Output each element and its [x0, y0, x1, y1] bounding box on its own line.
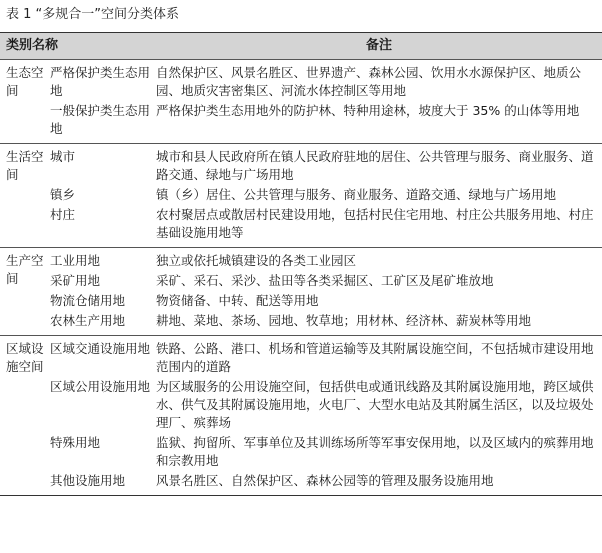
subcategory: 镇乡	[50, 187, 76, 202]
table-row	[0, 144, 602, 185]
table-row	[0, 290, 602, 310]
subcategory: 其他设施用地	[50, 470, 156, 496]
table-row	[0, 60, 602, 101]
subcategory: 工业用地	[50, 253, 101, 268]
group-name: 区域设施空间	[0, 336, 50, 496]
table-row	[0, 184, 602, 204]
group-name: 生活空间	[0, 144, 50, 248]
table-row	[0, 336, 602, 377]
table-row	[0, 376, 602, 432]
note: 农村聚居点或散居村民建设用地，包括村民住宅用地、村庄公共服务用地、村庄基础设施用地等	[156, 204, 602, 248]
table-header-row	[0, 33, 602, 60]
note: 镇（乡）居住、公共管理与服务、商业服务、道路交通、绿地与广场用地	[156, 187, 557, 202]
table-row	[0, 248, 602, 271]
note: 独立或依托城镇建设的各类工业园区	[156, 253, 357, 268]
table-row	[0, 204, 602, 248]
subcategory: 城市	[50, 149, 76, 164]
header-category: 类别名称	[0, 33, 156, 60]
subcategory: 特殊用地	[50, 435, 101, 450]
note: 耕地、菜地、茶场、园地、牧草地；用材林、经济林、薪炭林等用地	[156, 310, 602, 336]
subcategory: 区域交通设施用地	[50, 341, 151, 356]
group-name: 生态空间	[0, 60, 50, 144]
table-row	[0, 470, 602, 496]
table-caption: 表 1 “多规合一”空间分类体系	[6, 7, 180, 22]
table-row	[0, 432, 602, 470]
subcategory: 采矿用地	[50, 273, 101, 288]
note: 采矿、采石、采沙、盐田等各类采掘区、工矿区及尾矿堆放地	[156, 273, 494, 288]
note: 严格保护类生态用地外的防护林、特种用途林，坡度大于 35% 的山体等用地	[156, 100, 602, 144]
note: 铁路、公路、港口、机场和管道运输等及其附属设施空间，不包括城市建设用地范围内的道路	[156, 341, 594, 374]
note: 城市和县人民政府所在镇人民政府驻地的居住、公共管理与服务、商业服务、道路交通、绿地与广场用地	[156, 149, 594, 182]
group-name: 生产空间	[0, 248, 50, 336]
note: 自然保护区、风景名胜区、世界遗产、森林公园、饮用水水源保护区、地质公园、地质灾害密集区、河流水体控制区等用地	[156, 65, 582, 98]
header-note: 备注	[156, 33, 602, 60]
subcategory: 村庄	[50, 204, 156, 248]
subcategory: 严格保护类生态用地	[50, 65, 151, 98]
table-row	[0, 100, 602, 144]
note: 为区域服务的公用设施空间，包括供电或通讯线路及其附属设施用地，跨区域供水、供气及其附属设施用地，火电厂、大型水电站及其附属生活区，以及垃圾处理厂、殡葬场	[156, 379, 594, 430]
subcategory: 农林生产用地	[50, 310, 156, 336]
table-row	[0, 310, 602, 336]
subcategory: 物流仓储用地	[50, 293, 126, 308]
note: 物资储备、中转、配送等用地	[156, 293, 319, 308]
table-row	[0, 270, 602, 290]
space-classification-table	[0, 32, 602, 496]
subcategory: 区域公用设施用地	[50, 379, 151, 394]
note: 监狱、拘留所、军事单位及其训练场所等军事安保用地，以及区域内的殡葬用地和宗教用地	[156, 435, 594, 468]
note: 风景名胜区、自然保护区、森林公园等的管理及服务设施用地	[156, 470, 602, 496]
subcategory: 一般保护类生态用地	[50, 100, 156, 144]
